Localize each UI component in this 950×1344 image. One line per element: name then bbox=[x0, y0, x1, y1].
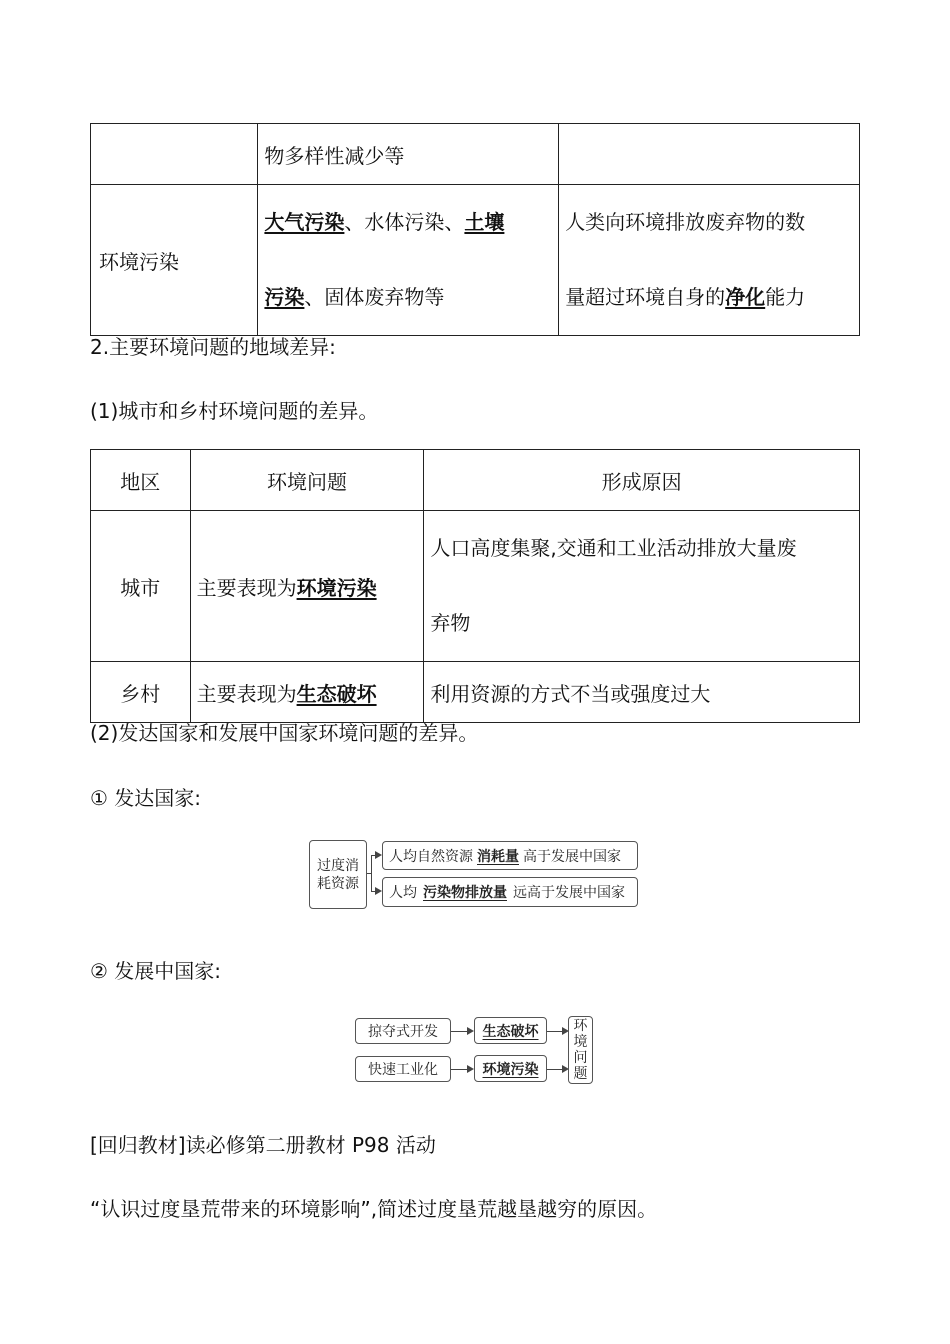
table1-row1-col3 bbox=[559, 124, 860, 185]
bold-air-pollution: 大气污染 bbox=[264, 210, 345, 234]
consumption-box: 人均自然资源 消耗量 高于发展中国家 bbox=[382, 841, 638, 870]
types-text-1: 、水体污染、 bbox=[344, 210, 465, 234]
pollution-box: 环境污染 bbox=[474, 1055, 547, 1082]
header-cause: 形成原因 bbox=[424, 450, 860, 511]
row-rural-problem bbox=[190, 662, 424, 723]
row-rural-cause: 利用资源的方式不当或强度过大 bbox=[424, 662, 860, 723]
bold-purification: 净化 bbox=[725, 285, 766, 309]
row-rural-region: 乡村 bbox=[91, 662, 191, 723]
urban-rural-table bbox=[90, 449, 860, 723]
table1-row2-cause bbox=[559, 185, 860, 336]
industrialization-box: 快速工业化 bbox=[355, 1056, 451, 1082]
bold-pollution: 污染 bbox=[264, 285, 305, 309]
problem-prefix: 主要表现为 bbox=[196, 681, 297, 706]
section-heading-2: 2.主要环境问题的地域差异: bbox=[90, 335, 336, 359]
bold-soil: 土壤 bbox=[464, 210, 505, 234]
table1-row2-category: 环境污染 bbox=[91, 185, 258, 336]
table1-row1-col1 bbox=[91, 124, 258, 185]
bold-emission: 污染物排放量 bbox=[423, 885, 507, 901]
subsection-heading-1: (1)城市和乡村环境问题的差异。 bbox=[90, 399, 379, 423]
plunder-box: 掠夺式开发 bbox=[355, 1018, 451, 1044]
arrow-icon bbox=[467, 1065, 474, 1073]
subsection-heading-2: (2)发达国家和发展中国家环境问题的差异。 bbox=[90, 721, 479, 745]
row-city-cause bbox=[424, 511, 860, 662]
connector bbox=[547, 1031, 562, 1032]
eco-damage-box: 生态破坏 bbox=[474, 1017, 547, 1044]
table1-row1-col2: 物多样性减少等 bbox=[258, 124, 559, 185]
city-cause-line-1: 人口高度集聚,交通和工业活动排放大量废 bbox=[430, 536, 797, 560]
developing-label: ② 发展中国家: bbox=[90, 959, 222, 983]
problem-bold: 生态破坏 bbox=[296, 681, 377, 706]
result-box: 环境问题 bbox=[568, 1016, 593, 1084]
environment-table-continued bbox=[90, 123, 860, 336]
cause-line-2 bbox=[565, 260, 853, 335]
cause-text-1: 量超过环境自身的 bbox=[565, 285, 726, 309]
arrow-icon bbox=[375, 851, 382, 859]
table1-row2-types bbox=[258, 185, 559, 336]
cause-line-1: 人类向环境排放废弃物的数 bbox=[565, 210, 806, 234]
connector bbox=[451, 1031, 467, 1032]
row-city-region: 城市 bbox=[91, 511, 191, 662]
types-line-1 bbox=[264, 185, 552, 260]
developed-label: ① 发达国家: bbox=[90, 786, 202, 810]
problem-prefix: 主要表现为 bbox=[196, 575, 297, 600]
connector bbox=[547, 1069, 562, 1070]
row-city-problem bbox=[190, 511, 424, 662]
return-to-textbook: [回归教材]读必修第二册教材 P98 活动 bbox=[90, 1133, 436, 1157]
bold-consumption: 消耗量 bbox=[477, 848, 519, 865]
problem-bold: 环境污染 bbox=[296, 575, 377, 600]
header-problem: 环境问题 bbox=[190, 450, 424, 511]
question-text: “认识过度垦荒带来的环境影响”,简述过度垦荒越垦越穷的原因。 bbox=[90, 1197, 658, 1221]
emission-box: 人均 污染物排放量 远高于发展中国家 bbox=[382, 877, 638, 907]
city-cause-line-2: 弃物 bbox=[430, 611, 471, 635]
header-region: 地区 bbox=[91, 450, 191, 511]
cause-text-2: 能力 bbox=[765, 285, 806, 309]
arrow-icon bbox=[467, 1027, 474, 1035]
types-text-2: 、固体废弃物等 bbox=[304, 285, 445, 309]
connector bbox=[451, 1069, 467, 1070]
types-line-2 bbox=[264, 260, 552, 335]
arrow-icon bbox=[375, 887, 382, 895]
source-box: 过度消耗资源 bbox=[309, 840, 367, 909]
connector bbox=[367, 873, 372, 874]
